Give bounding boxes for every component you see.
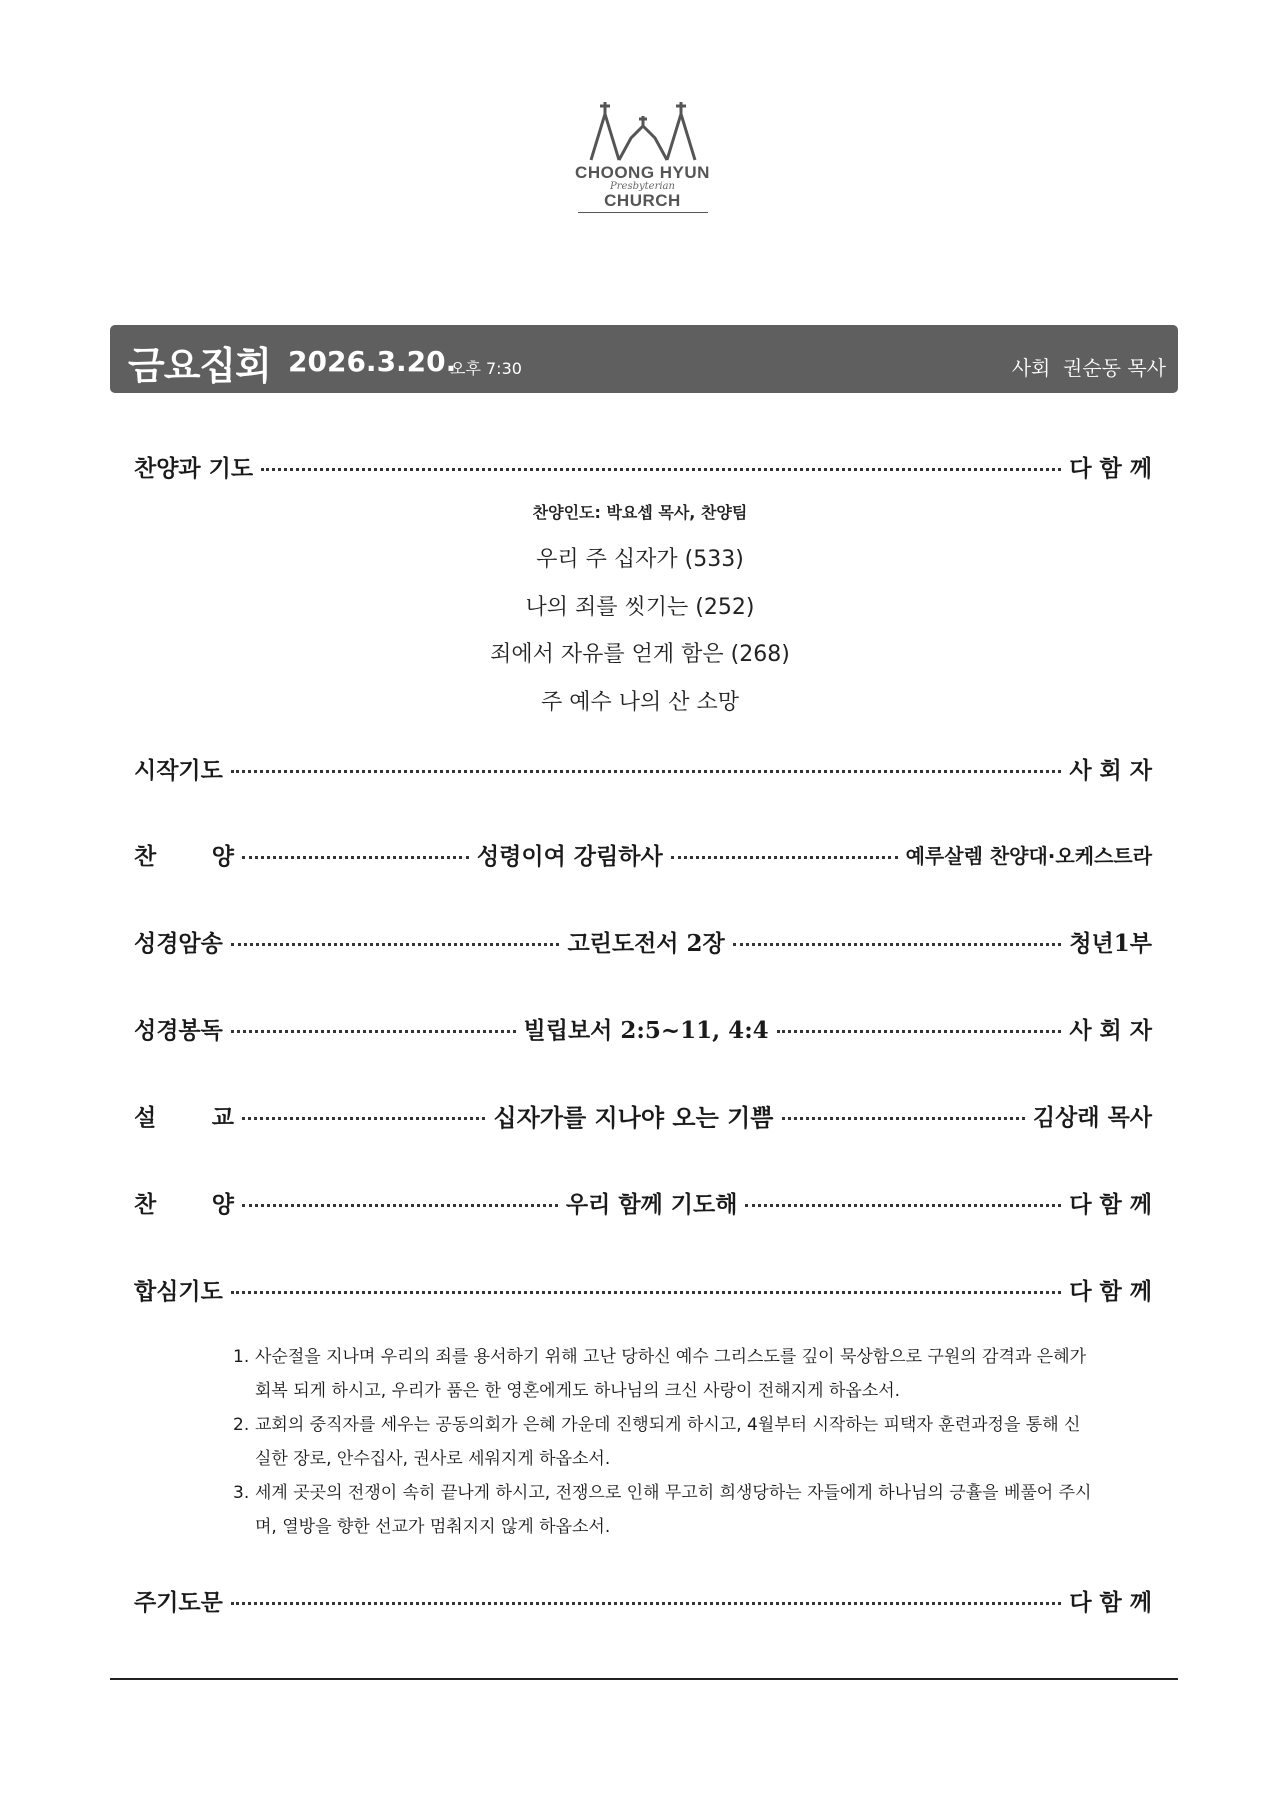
order-row-unison-prayer xyxy=(134,1269,1152,1309)
order-content: 우리 함께 기도해 xyxy=(565,1191,738,1218)
dot-leader xyxy=(242,1204,558,1207)
logo-rule xyxy=(578,212,708,213)
event-host: 사회 권순동 목사 xyxy=(1011,356,1166,380)
event-time: 오후 7:30 xyxy=(450,359,522,378)
church-logo xyxy=(575,100,710,230)
header-bar xyxy=(110,325,1178,393)
order-row-scripture-reading xyxy=(134,1008,1152,1048)
dot-leader xyxy=(671,856,898,859)
prayer-number: 1. xyxy=(233,1347,250,1367)
order-responsible: 다 함 께 xyxy=(1069,1589,1152,1616)
dot-leader xyxy=(231,1291,1061,1294)
bottom-rule xyxy=(110,1678,1178,1680)
order-content: 십자가를 지나야 오는 기쁨 xyxy=(493,1103,774,1132)
order-label: 주기도문 xyxy=(134,1589,223,1616)
dot-leader xyxy=(733,943,1062,946)
order-content: 성령이여 강림하사 xyxy=(476,843,663,870)
order-label: 합심기도 xyxy=(134,1278,223,1305)
logo-line-3: CHURCH xyxy=(604,191,681,210)
order-content: 빌립보서 2:5~11, 4:4 xyxy=(523,1016,769,1044)
order-responsible: 김상래 목사 xyxy=(1032,1104,1153,1131)
dot-leader xyxy=(242,1117,485,1120)
order-responsible: 다 함 께 xyxy=(1069,1191,1152,1218)
order-row-lords-prayer xyxy=(134,1580,1152,1620)
prayer-text: 세계 곳곳의 전쟁이 속히 끝나게 하시고, 전쟁으로 인해 무고히 희생당하는 자들에게 하나님의 긍휼을 베풀어 주시며, 열방을 향한 선교가 멈춰지지 않게 하옵소서. xyxy=(255,1483,1092,1537)
order-label: 시작기도 xyxy=(134,757,223,784)
order-responsible: 다 함 께 xyxy=(1069,455,1152,482)
event-date: 2026.3.20. xyxy=(288,345,457,378)
order-responsible: 예루살렘 찬양대·오케스트라 xyxy=(905,843,1153,868)
prayer-text: 사순절을 지나며 우리의 죄를 용서하기 위해 고난 당하신 예수 그리스도를 깊이 묵상함으로 구원의 감격과 은혜가 회복 되게 하시고, 우리가 품은 한 영혼에게도 하나님의 크신 사랑이 전해지게 하옵소서. xyxy=(255,1347,1087,1401)
order-row-opening-prayer xyxy=(134,748,1152,788)
song-item: 주 예수 나의 산 소망 xyxy=(541,690,739,715)
prayer-number: 2. xyxy=(233,1415,250,1435)
dot-leader xyxy=(782,1117,1025,1120)
order-row-scripture-recitation xyxy=(134,921,1152,961)
dot-leader xyxy=(231,1030,516,1033)
page-title: 금요집회 xyxy=(128,344,271,388)
order-label: 찬 양 xyxy=(134,1191,234,1218)
order-responsible: 다 함 께 xyxy=(1069,1278,1152,1305)
dot-leader xyxy=(231,770,1061,773)
song-item: 우리 주 십자가 (533) xyxy=(536,547,744,572)
dot-leader xyxy=(261,468,1061,471)
dot-leader xyxy=(745,1204,1061,1207)
prayer-item xyxy=(233,1408,1093,1476)
prayer-item xyxy=(233,1340,1093,1408)
order-responsible: 사 회 자 xyxy=(1069,757,1152,784)
order-content: 고린도전서 2장 xyxy=(567,929,725,957)
order-label: 찬양과 기도 xyxy=(134,455,254,482)
prayer-number: 3. xyxy=(233,1483,250,1503)
order-row-sermon xyxy=(134,1095,1152,1135)
order-row-hymn-1 xyxy=(134,834,1152,874)
order-row-hymn-2 xyxy=(134,1182,1152,1222)
prayer-list xyxy=(233,1340,1093,1544)
song-item: 죄에서 자유를 얻게 함은 (268) xyxy=(490,642,790,667)
order-label: 설 교 xyxy=(134,1104,234,1131)
order-responsible: 청년1부 xyxy=(1069,929,1152,957)
dot-leader xyxy=(777,1030,1062,1033)
order-label: 찬 양 xyxy=(134,843,234,870)
church-crosses-icon xyxy=(587,100,699,162)
order-label: 성경암송 xyxy=(134,930,223,957)
logo-line-1: CHOONG HYUN xyxy=(575,163,710,182)
order-responsible: 사 회 자 xyxy=(1069,1017,1152,1044)
prayer-item xyxy=(233,1476,1093,1544)
logo-line-2: Presbyterian xyxy=(610,181,675,192)
order-row-worship xyxy=(134,446,1152,486)
dot-leader xyxy=(242,856,469,859)
worship-leader: 찬양인도: 박요셉 목사, 찬양팀 xyxy=(532,503,748,522)
dot-leader xyxy=(231,1602,1061,1605)
order-label: 성경봉독 xyxy=(134,1017,223,1044)
prayer-text: 교회의 중직자를 세우는 공동의회가 은혜 가운데 진행되게 하시고, 4월부터 시작하는 피택자 훈련과정을 통해 신실한 장로, 안수집사, 권사로 세워지게 하옵소서. xyxy=(255,1415,1081,1469)
dot-leader xyxy=(231,943,560,946)
song-item: 나의 죄를 씻기는 (252) xyxy=(525,595,755,620)
